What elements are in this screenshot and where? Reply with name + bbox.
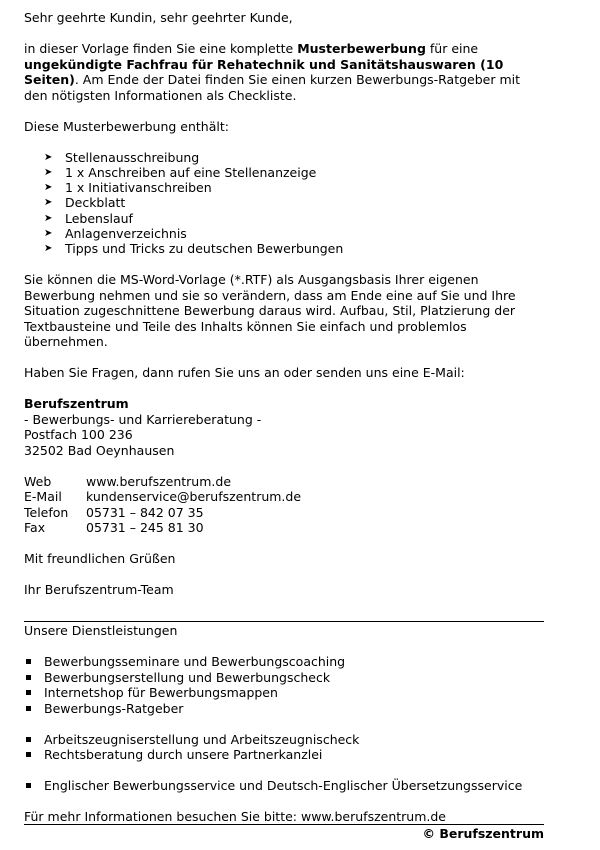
contact-block: [24, 474, 544, 536]
questions-paragraph: Haben Sie Fragen, dann rufen Sie uns an oder senden uns eine E-Mail:: [24, 365, 465, 381]
email-link[interactable]: kundenservice@berufszentrum.de: [86, 489, 302, 505]
contact-row-fax: Fax 05731 – 245 81 30: [24, 520, 204, 536]
intro-paragraph: [24, 41, 544, 103]
services-list-1: [24, 654, 544, 716]
intro-text-2: für eine: [425, 41, 479, 56]
company-tagline: - Bewerbungs- und Karriereberatung -: [24, 411, 262, 427]
company-postbox: Postfach 100 236: [24, 427, 133, 443]
square-bullet-icon: [26, 783, 31, 788]
intro-bold-1: Musterbewerbung: [297, 41, 426, 56]
arrow-bullet-icon: ➤: [44, 151, 53, 163]
list-item: ➤ 1 x Anschreiben auf eine Stellenanzeige: [44, 164, 317, 180]
contact-row-email: E-Mail kundenservice@berufszentrum.de: [24, 489, 302, 505]
list-item: Bewerbungserstellung und Bewerbungscheck: [24, 670, 544, 686]
arrow-bullet-icon: ➤: [44, 182, 53, 194]
intro-text-1: in dieser Vorlage finden Sie eine komplette: [24, 41, 298, 56]
company-name: Berufszentrum: [24, 396, 129, 412]
services-list-3: [24, 778, 544, 794]
square-bullet-icon: [26, 690, 31, 695]
contact-row-phone: Telefon 05731 – 842 07 35: [24, 504, 204, 520]
fax-value: 05731 – 245 81 30: [86, 520, 204, 536]
arrow-bullet-icon: ➤: [44, 212, 53, 224]
list-item: Arbeitszeugniserstellung und Arbeitszeugnischeck: [24, 732, 544, 748]
more-info: Für mehr Informationen besuchen Sie bitte: www.berufszentrum.de: [24, 809, 544, 825]
contents-heading: Diese Musterbewerbung enthält:: [24, 118, 229, 134]
list-item: ➤ Tipps und Tricks zu deutschen Bewerbungen: [44, 241, 344, 257]
list-item: ➤ Anlagenverzeichnis: [44, 225, 187, 241]
list-item: Rechtsberatung durch unsere Partnerkanzlei: [24, 747, 544, 763]
arrow-bullet-icon: ➤: [44, 243, 53, 255]
intro-bold-2: ungekündigte Fachfrau für Rehatechnik und Sanitätshauswaren (10 Seiten): [24, 56, 504, 87]
greeting: Sehr geehrte Kundin, sehr geehrter Kunde,: [24, 10, 293, 25]
company-address: [24, 396, 544, 458]
list-item: Internetshop für Bewerbungsmappen: [24, 685, 544, 701]
phone-value: 05731 – 842 07 35: [86, 504, 204, 520]
web-link[interactable]: www.berufszentrum.de: [86, 473, 232, 489]
list-item: ➤ Deckblatt: [44, 195, 126, 211]
list-item: ➤ 1 x Initiativanschreiben: [44, 180, 212, 196]
usage-paragraph: Sie können die MS-Word-Vorlage (*.RTF) als Ausgangsbasis Ihrer eigenen Bewerbung nehmen und sie so verändern, dass am Ende eine auf Sie und Ihre Situation zugeschnittene Bewerbung daraus wird. Aufbau, Stil, Platzierung der Textbausteine und Teile des Inhalts können Sie einfach und problemlos übernehmen.: [24, 272, 516, 350]
company-city: 32502 Bad Oeynhausen: [24, 442, 175, 458]
square-bullet-icon: [26, 675, 31, 680]
contents-list: [24, 150, 544, 257]
closing: Mit freundlichen Grüßen: [24, 551, 176, 567]
signature: Ihr Berufszentrum-Team: [24, 582, 174, 598]
arrow-bullet-icon: ➤: [44, 166, 53, 178]
arrow-bullet-icon: ➤: [44, 197, 53, 209]
square-bullet-icon: [26, 706, 31, 711]
document-page: [24, 10, 544, 842]
square-bullet-icon: [26, 752, 31, 757]
contact-row-web: Web www.berufszentrum.de: [24, 473, 232, 489]
arrow-bullet-icon: ➤: [44, 227, 53, 239]
list-item: ➤ Lebenslauf: [44, 210, 133, 226]
list-item: ➤ Stellenausschreibung: [44, 149, 200, 165]
list-item: Englischer Bewerbungsservice und Deutsch-Englischer Übersetzungsservice: [24, 778, 544, 794]
list-item: Bewerbungs-Ratgeber: [24, 701, 544, 717]
square-bullet-icon: [26, 737, 31, 742]
copyright: © Berufszentrum: [422, 826, 544, 842]
divider: [24, 621, 544, 622]
square-bullet-icon: [26, 659, 31, 664]
services-heading: Unsere Dienstleistungen: [24, 623, 178, 639]
intro-text-3: . Am Ende der Datei finden Sie einen kurzen Bewerbungs-Ratgeber mit den nötigsten Informationen als Checkliste.: [24, 72, 521, 103]
services-list-2: [24, 732, 544, 763]
list-item: Bewerbungsseminare und Bewerbungscoaching: [24, 654, 544, 670]
